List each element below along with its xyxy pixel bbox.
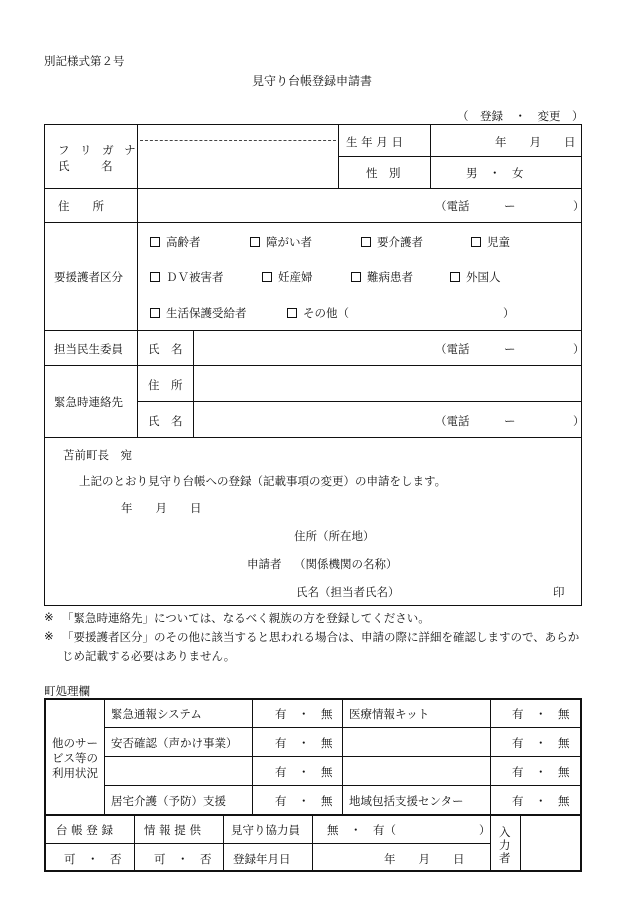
service-name: 安否確認（声かけ事業） (111, 736, 238, 750)
applicant-role-label: 申請者 (247, 557, 282, 571)
service-status-select[interactable]: 有 ・ 無 (512, 707, 570, 721)
name-label: 氏 名 (58, 159, 116, 173)
category-other-close: ） (503, 306, 515, 320)
checkbox-icon (150, 308, 160, 318)
checkbox-icon (471, 237, 481, 247)
checkbox-icon (450, 272, 460, 282)
birth-date-label: 生 年 月 日 (346, 135, 403, 149)
minsei-phone-field[interactable]: （電話 ー ） (435, 342, 585, 356)
category-option-welfare[interactable]: 生活保護受給者 (150, 305, 247, 321)
emergency-name-label: 氏 名 (148, 414, 183, 428)
info-provision-label: 情 報 提 供 (144, 823, 201, 837)
category-option-pregnant[interactable]: 妊産婦 (262, 269, 313, 285)
checkbox-icon (351, 272, 361, 282)
emergency-phone-field[interactable]: （電話 ー ） (435, 414, 585, 428)
emergency-address-field[interactable] (196, 367, 580, 399)
category-option-other[interactable]: その他（ (287, 305, 349, 321)
service-status-select[interactable]: 有 ・ 無 (275, 736, 333, 750)
office-section-label: 町処理欄 (44, 684, 90, 698)
checkbox-icon (150, 237, 160, 247)
minsei-name-label: 氏 名 (148, 342, 183, 356)
seal-mark: 印 (553, 585, 565, 599)
services-label: 他のサー (52, 736, 98, 750)
emergency-label: 緊急時連絡先 (54, 395, 123, 409)
applicant-address-label: 住所（所在地） (294, 529, 375, 543)
service-status-select[interactable]: 有 ・ 無 (275, 707, 333, 721)
furigana-field[interactable] (140, 126, 336, 140)
service-name-field[interactable] (345, 729, 488, 754)
services-label: ビス等の (52, 751, 98, 765)
info-provision-select[interactable]: 可 ・ 否 (154, 852, 212, 866)
category-option-intractable[interactable]: 難病患者 (351, 269, 413, 285)
application-date-field[interactable]: 年 月 日 (121, 501, 202, 515)
registration-type-select[interactable]: （ 登録 ・ 変更 ） (457, 109, 584, 123)
minsei-label: 担当民生委員 (54, 342, 123, 356)
category-option-child[interactable]: 児童 (471, 234, 510, 250)
sex-select[interactable]: 男 ・ 女 (466, 166, 524, 180)
ledger-registration-select[interactable]: 可 ・ 否 (64, 852, 122, 866)
category-label: 要援護者区分 (54, 270, 123, 284)
helper-name-field[interactable] (392, 818, 476, 838)
note-text: 「緊急時連絡先」については、なるべく親族の方を登録してください。 (62, 611, 430, 625)
form-number: 別記様式第２号 (44, 54, 125, 68)
service-status-select[interactable]: 有 ・ 無 (512, 736, 570, 750)
service-status-select[interactable]: 有 ・ 無 (275, 765, 333, 779)
helper-label: 見守り協力員 (231, 823, 300, 837)
service-name: 緊急通報システム (111, 707, 202, 721)
category-option-disabled[interactable]: 障がい者 (250, 234, 312, 250)
applicant-phone-field[interactable]: （電話 ー ） (435, 199, 585, 213)
category-other-field[interactable] (356, 303, 496, 319)
checkbox-icon (250, 237, 260, 247)
birth-date-field[interactable]: 年 月 日 (495, 135, 576, 149)
category-option-dv[interactable]: ＤＶ被害者 (150, 269, 224, 285)
category-option-care[interactable]: 要介護者 (361, 234, 423, 250)
note-text: 「要援護者区分」のその他に該当すると思われる場合は、申請の際に詳細を確認しますので、あらか (62, 630, 580, 644)
note-mark: ※ (44, 629, 54, 643)
service-status-select[interactable]: 有 ・ 無 (275, 794, 333, 808)
service-name: 医療情報キット (349, 707, 430, 721)
checkbox-icon (150, 272, 160, 282)
addressee: 苫前町長 宛 (63, 448, 132, 462)
note-mark: ※ (44, 610, 54, 624)
ledger-registration-label: 台 帳 登 録 (56, 823, 113, 837)
form-title: 見守り台帳登録申請書 (252, 74, 373, 88)
furigana-label: フ リ ガ ナ (58, 143, 140, 157)
service-name: 地域包括支援センター (349, 794, 464, 808)
note-text: じめ記載する必要はありません。 (62, 649, 236, 663)
checkbox-icon (287, 308, 297, 318)
helper-close: ） (479, 823, 491, 837)
service-status-select[interactable]: 有 ・ 無 (512, 765, 570, 779)
address-field[interactable] (140, 190, 430, 220)
name-field[interactable] (140, 142, 336, 186)
service-name-field[interactable] (345, 758, 488, 783)
category-option-elderly[interactable]: 高齢者 (150, 234, 201, 250)
address-label: 住 所 (58, 199, 104, 213)
emergency-address-label: 住 所 (148, 378, 183, 392)
service-status-select[interactable]: 有 ・ 無 (512, 794, 570, 808)
sex-label: 性 別 (366, 166, 401, 180)
helper-select[interactable]: 無 ・ 有（ (327, 823, 396, 837)
inputter-label: 入力者 (499, 825, 511, 865)
service-name-field[interactable] (107, 758, 250, 783)
services-label: 利用状況 (52, 766, 98, 780)
service-name: 居宅介護（予防）支援 (111, 794, 226, 808)
registration-date-label: 登録年月日 (233, 852, 291, 866)
checkbox-icon (262, 272, 272, 282)
inputter-field[interactable] (523, 816, 580, 870)
category-option-foreigner[interactable]: 外国人 (450, 269, 501, 285)
checkbox-icon (361, 237, 371, 247)
registration-date-field[interactable]: 年 月 日 (384, 852, 465, 866)
minsei-name-field[interactable] (196, 332, 430, 363)
applicant-org-label: （関係機関の名称） (294, 557, 398, 571)
declaration-statement: 上記のとおり見守り台帳への登録（記載事項の変更）の申請をします。 (79, 474, 447, 488)
applicant-person-label: 氏名（担当者氏名） (296, 585, 400, 599)
emergency-name-field[interactable] (196, 403, 430, 435)
